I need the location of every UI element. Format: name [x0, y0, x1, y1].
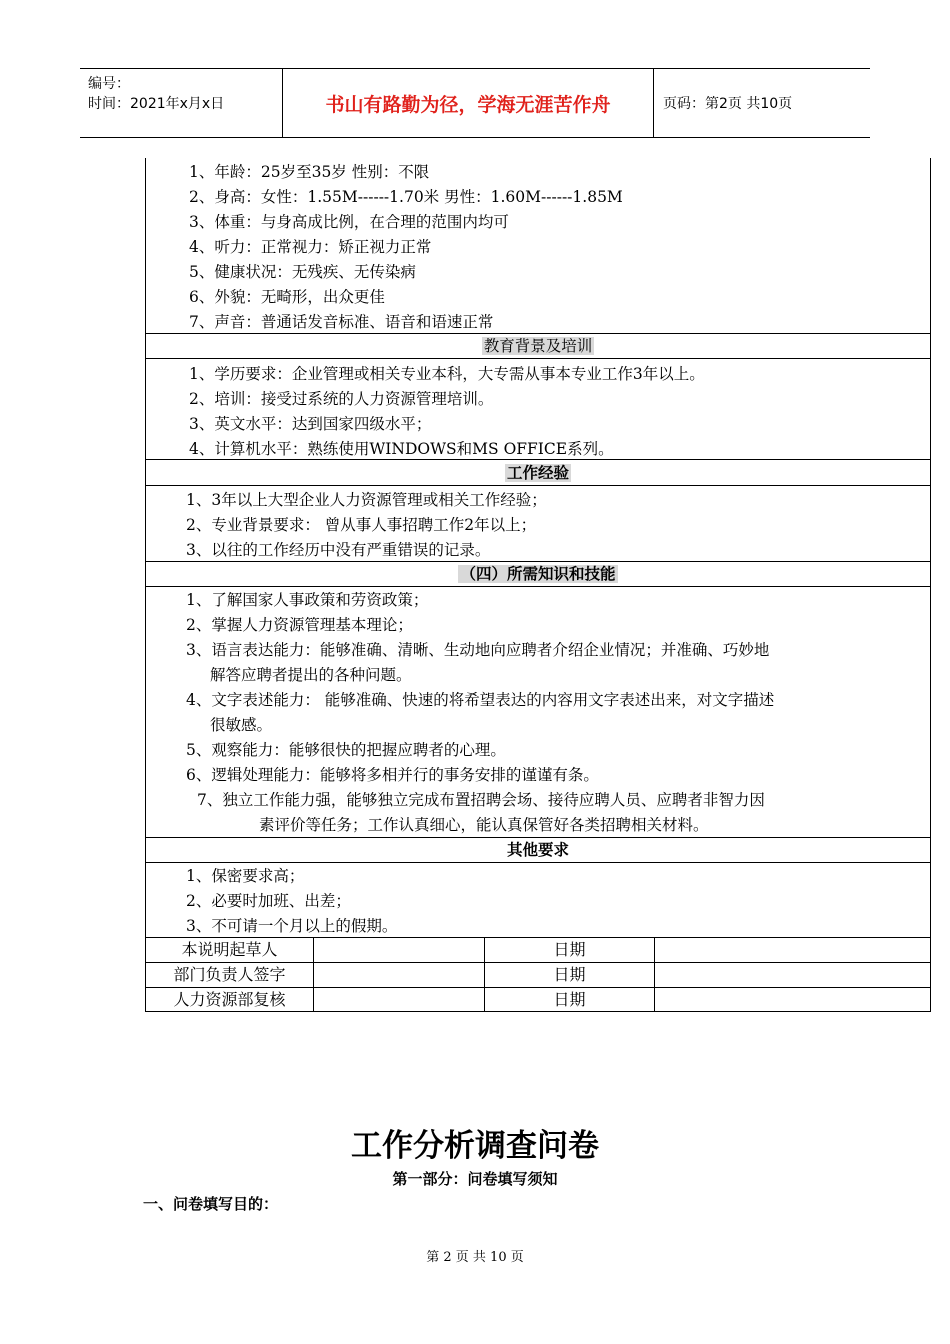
section-title-skills: [146, 563, 930, 585]
requirement-line: 3、以往的工作经历中没有严重错误的记录。: [186, 541, 491, 559]
requirement-line: 2、掌握人力资源管理基本理论；: [186, 616, 413, 634]
requirement-line: 2、专业背景要求： 曾从事人事招聘工作2年以上；: [186, 516, 537, 534]
section-title-other: [146, 839, 930, 861]
table-rule: [313, 937, 314, 1012]
requirement-line: 2、培训：接受过系统的人力资源管理培训。: [189, 390, 494, 408]
section-title-text: （四）所需知识和技能: [460, 565, 616, 583]
questionnaire-part-title: 第一部分：问卷填写须知: [392, 1170, 558, 1188]
table-rule: [145, 962, 931, 963]
table-rule: [145, 937, 931, 938]
requirement-line: 3、英文水平：达到国家四级水平；: [189, 415, 432, 433]
requirement-line: 解答应聘者提出的各种问题。: [210, 666, 412, 684]
requirement-line: 1、保密要求高；: [186, 867, 305, 885]
requirement-line: 4、计算机水平：熟练使用WINDOWS和MS OFFICE系列。: [189, 440, 614, 458]
requirement-line: 5、健康状况：无残疾、无传染病: [189, 263, 416, 281]
table-rule: [654, 937, 655, 1012]
requirement-line: 1、年龄：25岁至35岁 性别：不限: [189, 163, 430, 181]
requirement-line: 6、外貌：无畸形，出众更佳: [189, 288, 385, 306]
requirement-line: 4、文字表述能力： 能够准确、快速的将希望表达的内容用文字表述出来，对文字描述: [186, 691, 775, 709]
table-rule: [145, 358, 931, 359]
section-title-experience: [146, 462, 930, 484]
page-header: [80, 68, 870, 138]
page-footer: 第 2 页 共 10 页: [426, 1250, 524, 1265]
signature-date-label: 日期: [553, 965, 586, 984]
signature-date-label: 日期: [553, 990, 586, 1009]
requirement-line: 1、3年以上大型企业人力资源管理或相关工作经验；: [186, 491, 547, 509]
signature-date-label: 日期: [553, 940, 586, 959]
header-motto: 书山有路勤为径，学海无涯苦作舟: [283, 69, 654, 137]
requirement-line: 4、听力：正常视力：矫正视力正常: [189, 238, 432, 256]
table-rule: [145, 862, 931, 863]
requirement-line: 2、必要时加班、出差；: [186, 892, 351, 910]
section-title-text: 工作经验: [506, 464, 569, 482]
requirement-line: 3、不可请一个月以上的假期。: [186, 917, 398, 935]
requirement-line: 6、逻辑处理能力：能够将多相并行的事务安排的谨谨有条。: [186, 766, 599, 784]
document-date: 时间：2021年x月x日: [88, 96, 225, 112]
table-rule: [145, 837, 931, 838]
requirement-line: 3、语言表达能力：能够准确、清晰、生动地向应聘者介绍企业情况；并准确、巧妙地: [186, 641, 770, 659]
requirement-line: 7、独立工作能力强，能够独立完成布置招聘会场、接待应聘人员、应聘者非智力因: [197, 791, 765, 809]
requirement-line: 很敏感。: [210, 716, 273, 734]
header-meta: [80, 69, 283, 137]
document-number-label: 编号：: [88, 76, 130, 92]
header-page-info: 页码：第2页 共10页: [663, 96, 793, 112]
table-rule: [145, 561, 931, 562]
signature-role: 部门负责人签字: [173, 965, 286, 984]
requirement-line: 1、学历要求：企业管理或相关专业本科，大专需从事本专业工作3年以上。: [189, 365, 705, 383]
requirement-line: 素评价等任务；工作认真细心，能认真保管好各类招聘相关材料。: [259, 816, 709, 834]
section-title-text: 其他要求: [506, 841, 569, 859]
section-title-education: [146, 335, 930, 357]
signature-role: 本说明起草人: [181, 940, 278, 959]
table-rule: [145, 586, 931, 587]
table-rule: [145, 485, 931, 486]
requirement-line: 2、身高：女性：1.55M------1.70米 男性：1.60M------1.85M: [189, 188, 623, 206]
signature-role: 人力资源部复核: [173, 990, 286, 1009]
requirement-line: 1、了解国家人事政策和劳资政策；: [186, 591, 429, 609]
section-title-text: 教育背景及培训: [483, 337, 593, 355]
questionnaire-title: 工作分析调查问卷: [351, 1128, 599, 1164]
table-rule: [145, 459, 931, 460]
requirement-line: 7、声音：普通话发音标准、语音和语速正常: [189, 313, 494, 331]
requirement-line: 3、体重：与身高成比例，在合理的范围内均可: [189, 213, 509, 231]
questionnaire-section-heading: 一、问卷填写目的：: [143, 1195, 279, 1213]
table-rule: [145, 987, 931, 988]
table-rule: [145, 333, 931, 334]
requirement-line: 5、观察能力：能够很快的把握应聘者的心理。: [186, 741, 506, 759]
